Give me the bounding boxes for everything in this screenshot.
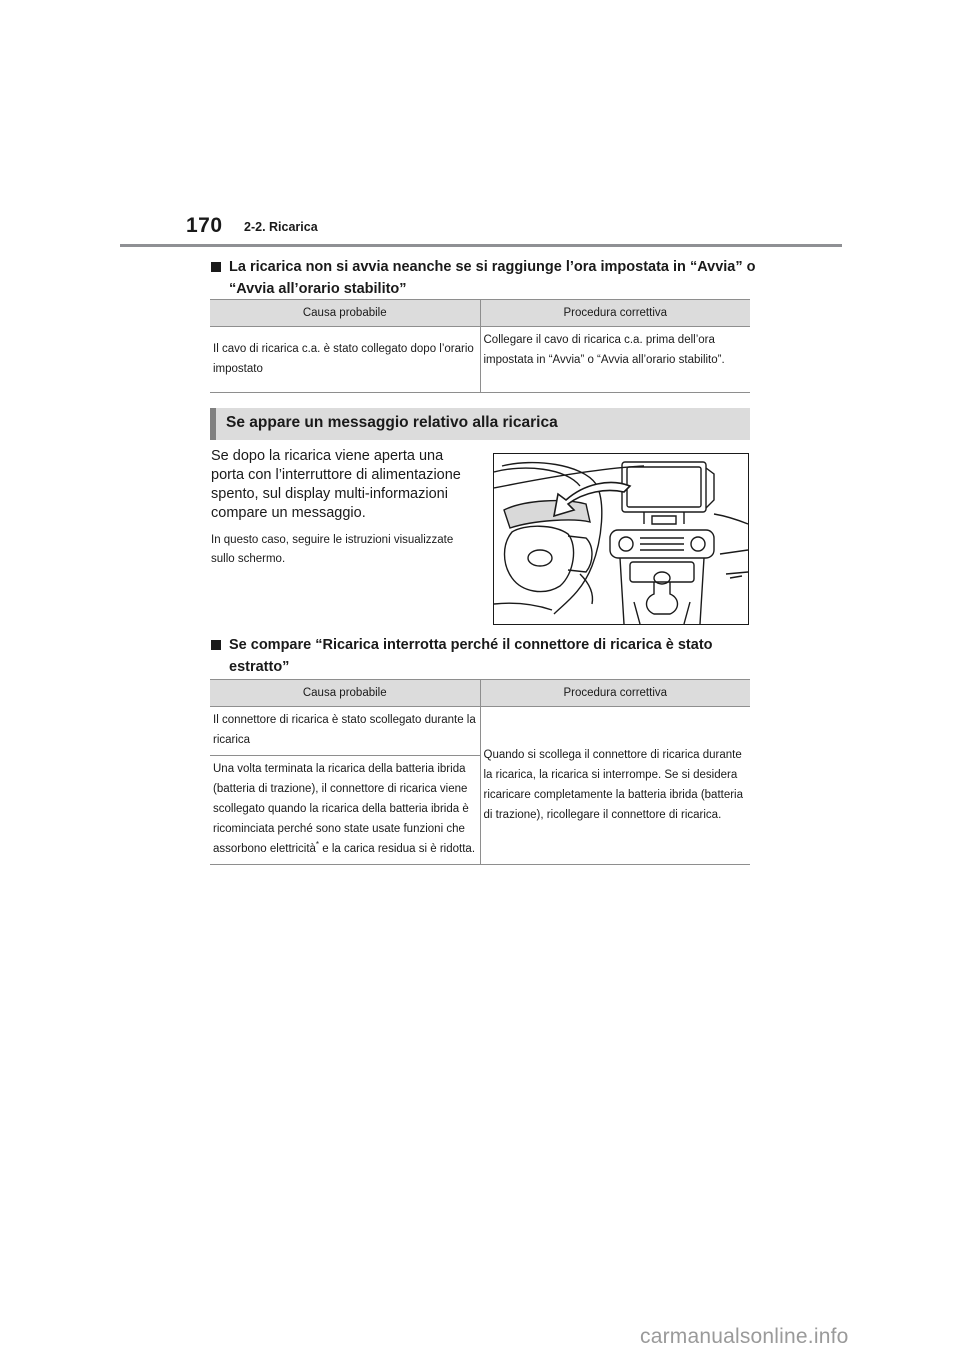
footnote-marker: * xyxy=(315,840,320,850)
square-bullet-icon xyxy=(211,262,221,272)
cause-cell: Il cavo di ricarica c.a. è stato collegato dopo l’orario impostato xyxy=(210,327,480,393)
page-number: 170 xyxy=(186,214,223,237)
column-header-cause: Causa probabile xyxy=(210,680,480,707)
cause-text: Una volta terminata la ricarica della batteria ibrida (batteria di trazione), il connettore di ricarica viene scollegato quando la ricarica della batteria ibrida è ricominciata perché sono state usate funzioni che assorbono elettricità xyxy=(213,763,469,855)
header-divider xyxy=(120,244,842,247)
column-header-action: Procedura correttiva xyxy=(480,300,750,327)
column-header-cause: Causa probabile xyxy=(210,300,480,327)
section-title: Se appare un messaggio relativo alla ricarica xyxy=(226,414,558,431)
troubleshoot-table-2 xyxy=(210,679,750,865)
note-paragraph: In questo caso, seguire le istruzioni visualizzate sullo schermo. xyxy=(211,534,454,565)
dashboard-illustration-icon xyxy=(493,453,749,625)
watermark: carmanualsonline.info xyxy=(640,1325,849,1348)
cause-text-end: e la carica residua si è ridotta. xyxy=(319,843,476,855)
section-title-bar xyxy=(210,408,750,440)
bullet-heading-charging-not-start xyxy=(211,256,771,300)
action-cell: Quando si scollega il connettore di ricarica durante la ricarica, la ricarica si interrompe. Se si desidera ricaricare completamente la batteria ibrida (batteria di trazione), ricollegare il connettore di ricarica. xyxy=(480,707,750,865)
section-header: 2-2. Ricarica xyxy=(244,220,318,234)
body-paragraph: Se dopo la ricarica viene aperta una porta con l’interruttore di alimentazione spento, sul display multi-informazioni compare un messaggio. xyxy=(211,448,461,521)
column-header-action: Procedura correttiva xyxy=(480,680,750,707)
bullet-heading-text: Se compare “Ricarica interrotta perché il connettore di ricarica è stato estratto” xyxy=(229,637,713,675)
bullet-heading-charging-interrupted xyxy=(211,634,771,678)
cause-cell: Il connettore di ricarica è stato scollegato durante la ricarica xyxy=(210,707,480,756)
cause-cell xyxy=(210,756,480,865)
square-bullet-icon xyxy=(211,640,221,650)
action-cell: Collegare il cavo di ricarica c.a. prima dell’ora impostata in “Avvia” o “Avvia all’orario stabilito”. xyxy=(480,327,750,393)
table-row xyxy=(210,707,750,756)
table-row xyxy=(210,327,750,393)
bullet-heading-text: La ricarica non si avvia neanche se si raggiunge l’ora impostata in “Avvia” o “Avvia all’orario stabilito” xyxy=(229,259,756,297)
troubleshoot-table-1 xyxy=(210,299,750,393)
